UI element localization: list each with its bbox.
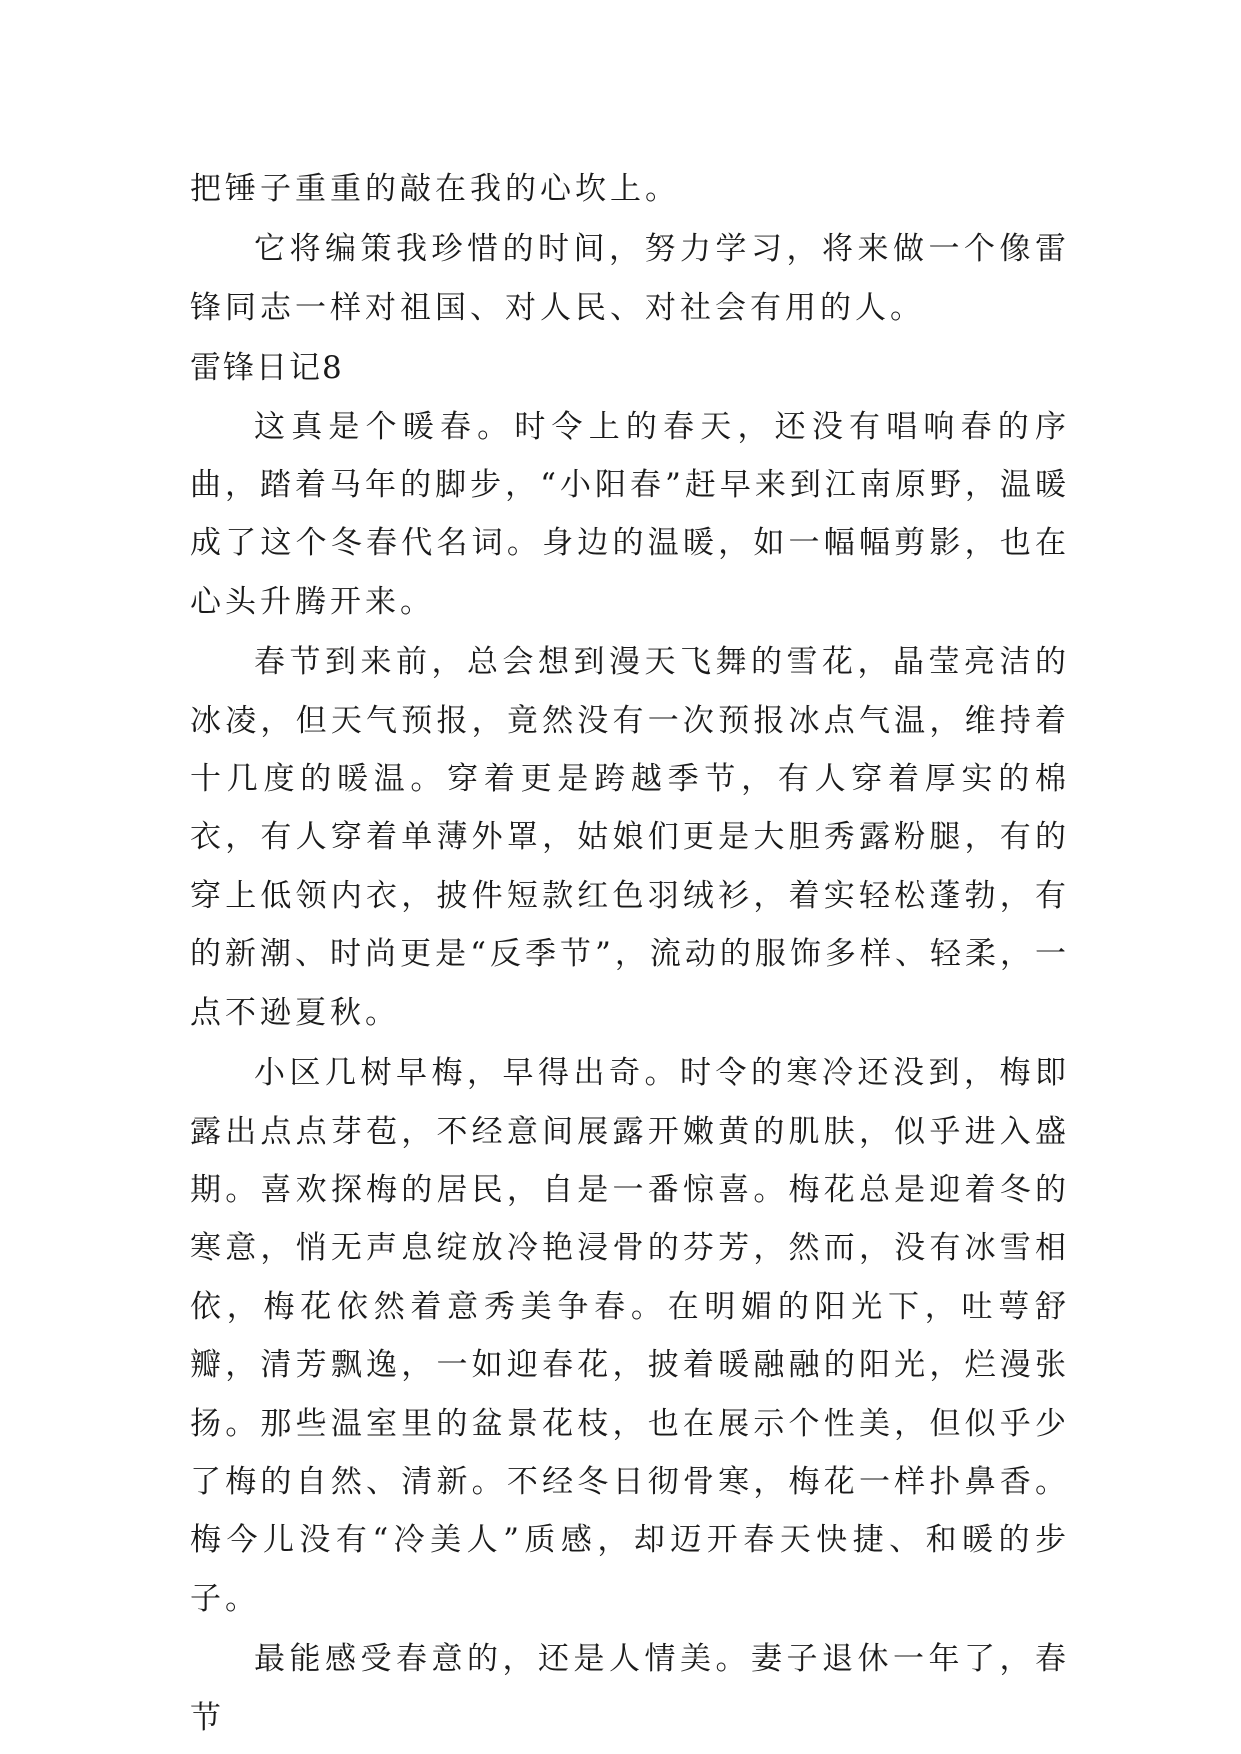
paragraph-3: 这真是个暖春。时令上的春天，还没有唱响春的序曲，踏着马年的脚步，“小阳春”赶早来到江南原野，温暖成了这个冬春代名词。身边的温暖，如一幅幅剪影，也在心头升腾开来。 (190, 408, 1070, 620)
document-body (190, 160, 1070, 1749)
paragraph-5: 小区几树早梅，早得出奇。时令的寒冷还没到，梅即露出点点芽苞，不经意间展露开嫩黄的肌肤，似乎进入盛期。喜欢探梅的居民，自是一番惊喜。梅花总是迎着冬的寒意，悄无声息绽放冷艳浸骨的芬芳，然而，没有冰雪相依，梅花依然着意秀美争春。在明媚的阳光下，吐萼舒瓣，清芳飘逸，一如迎春花，披着暖融融的阳光，烂漫张扬。那些温室里的盆景花枝，也在展示个性美，但似乎少了梅的自然、清新。不经冬日彻骨寒，梅花一样扑鼻香。梅今儿没有“冷美人”质感，却迈开春天快捷、和暖的步子。 (190, 1055, 1070, 1617)
section-heading: 雷锋日记8 (190, 350, 344, 387)
paragraph-6: 最能感受春意的，还是人情美。妻子退休一年了，春节 (190, 1641, 1070, 1736)
paragraph-4: 春节到来前，总会想到漫天飞舞的雪花，晶莹亮洁的冰凌，但天气预报，竟然没有一次预报冰点气温，维持着十几度的暖温。穿着更是跨越季节，有人穿着厚实的棉衣，有人穿着单薄外罩，姑娘们更是大胆秀露粉腿，有的穿上低领内衣，披件短款红色羽绒衫，着实轻松蓬勃，有的新潮、时尚更是“反季节”，流动的服饰多样、轻柔，一点不逊夏秋。 (190, 644, 1070, 1031)
paragraph-2: 它将编策我珍惜的时间，努力学习，将来做一个像雷锋同志一样对祖国、对人民、对社会有用的人。 (190, 231, 1070, 326)
paragraph-1: 把锤子重重的敲在我的心坎上。 (190, 171, 680, 207)
